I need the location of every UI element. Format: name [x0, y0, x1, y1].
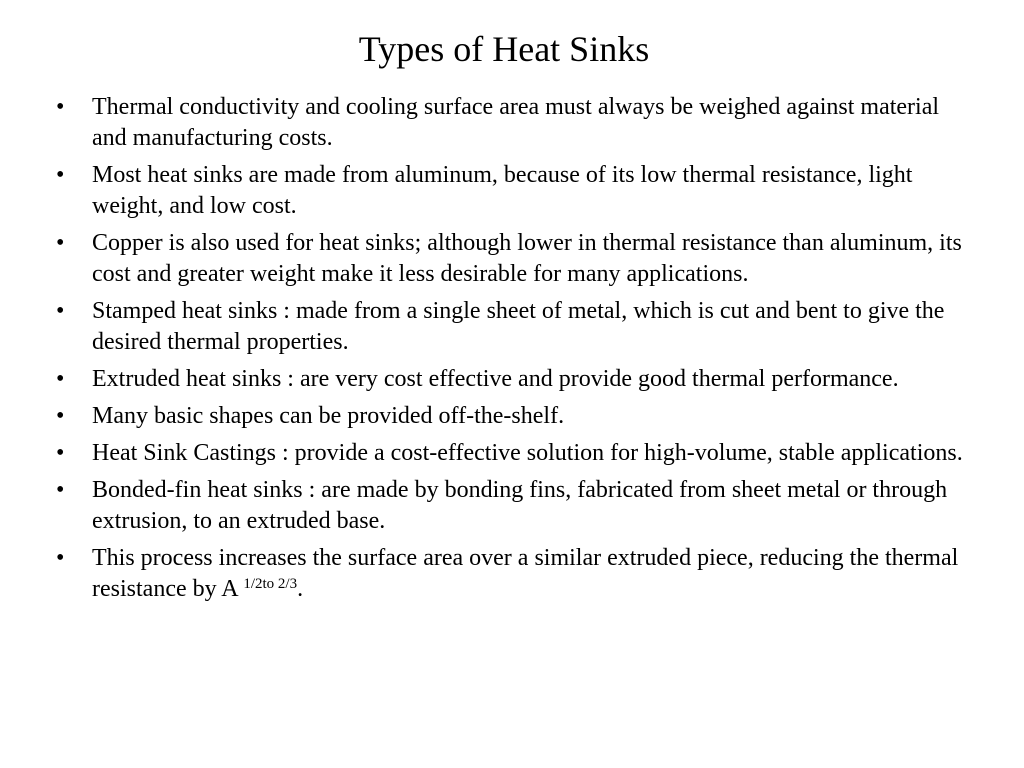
slide-title: Types of Heat Sinks [358, 29, 650, 69]
bullet-text: Heat Sink Castings : provide a cost-effective solution for high-volume, stable applications. [92, 440, 963, 466]
bullet-item [56, 160, 976, 222]
bullet-item [56, 438, 976, 469]
bullet-item [56, 475, 976, 537]
bullet-icon: • [56, 298, 65, 324]
bullet-item [56, 364, 976, 395]
bullet-text [92, 545, 958, 602]
bullet-icon: • [56, 477, 65, 503]
bullet-icon: • [56, 403, 65, 429]
bullet-text: Many basic shapes can be provided off-the-shelf. [92, 403, 565, 429]
exponent-superscript: 1/2to 2/3 [243, 575, 298, 592]
bullet-icon: • [56, 230, 65, 256]
bullet-text: Extruded heat sinks : are very cost effective and provide good thermal performance. [92, 366, 899, 392]
bullet-item [56, 401, 976, 432]
bullet-item [56, 92, 976, 154]
bullet-item [56, 296, 976, 358]
bullet-text: Stamped heat sinks : made from a single sheet of metal, which is cut and bent to give the desired thermal properties. [92, 298, 945, 355]
bullet-text: Most heat sinks are made from aluminum, because of its low thermal resistance, light weight, and low cost. [92, 162, 913, 219]
bullet-icon: • [56, 545, 65, 571]
bullet-icon: • [56, 366, 65, 392]
bullet-text: Bonded-fin heat sinks : are made by bonding fins, fabricated from sheet metal or through extrusion, to an extruded base. [92, 477, 948, 534]
bullet-text: Thermal conductivity and cooling surface area must always be weighed against material and manufacturing costs. [92, 94, 940, 151]
bullet-list [56, 92, 976, 611]
bullet-text-main: This process increases the surface area over a similar extruded piece, reducing the thermal resistance by A [92, 545, 959, 602]
bullet-icon: • [56, 440, 65, 466]
bullet-icon: • [56, 94, 65, 120]
bullet-item [56, 228, 976, 290]
bullet-icon: • [56, 162, 65, 188]
bullet-text-suffix: . [297, 576, 304, 602]
bullet-text: Copper is also used for heat sinks; although lower in thermal resistance than aluminum, its cost and greater weight make it less desirable for many applications. [92, 230, 962, 287]
bullet-item [56, 543, 976, 605]
